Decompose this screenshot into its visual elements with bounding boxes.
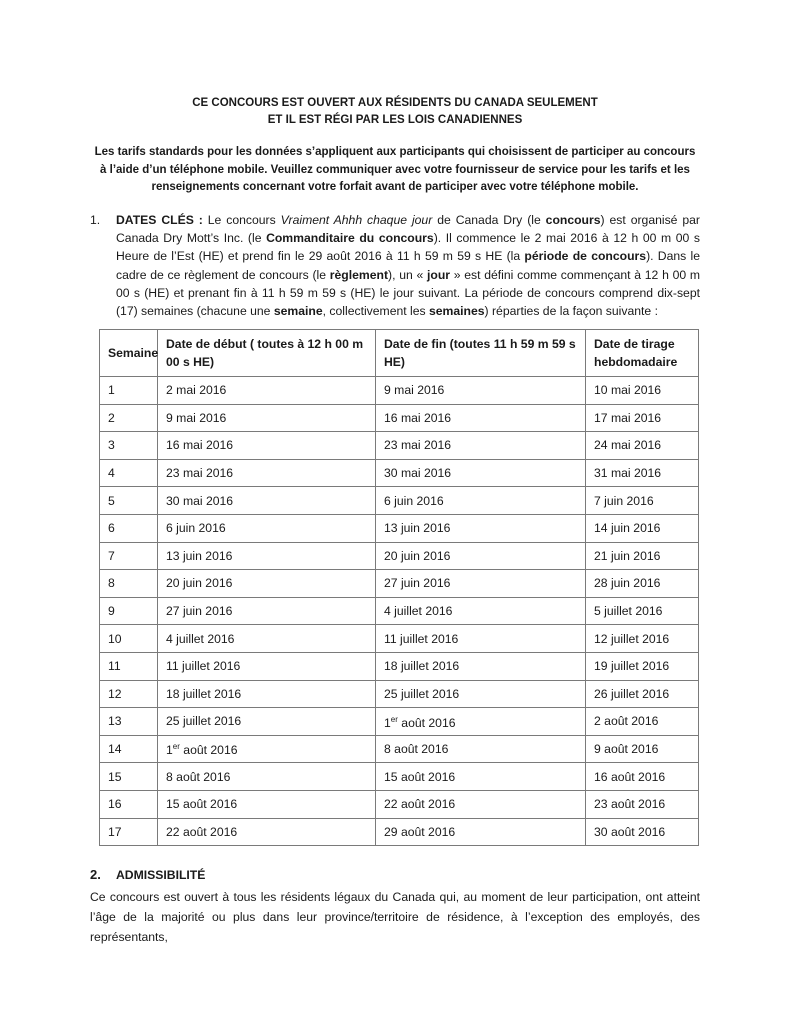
cell-end-date: 15 août 2016 [376, 763, 586, 791]
cell-week: 5 [100, 487, 158, 515]
cell-week: 3 [100, 432, 158, 460]
cell-start-date: 20 juin 2016 [158, 570, 376, 598]
cell-week: 4 [100, 459, 158, 487]
cell-start-date: 1er août 2016 [158, 735, 376, 763]
table-header-row [100, 330, 699, 377]
text-run: ) est organisé par Canada Dry Mott’s Inc. (le [116, 213, 700, 246]
cell-draw-date: 19 juillet 2016 [586, 652, 699, 680]
defined-term: Commanditaire du concours [266, 231, 434, 246]
defined-term: semaines [428, 304, 485, 319]
cell-draw-date: 2 août 2016 [586, 708, 699, 736]
cell-draw-date: 12 juillet 2016 [586, 625, 699, 653]
section-key-dates [90, 211, 700, 320]
heading-line-2: ET IL EST RÉGI PAR LES LOIS CANADIENNES [267, 114, 523, 126]
cell-draw-date: 26 juillet 2016 [586, 680, 699, 708]
cell-start-date: 23 mai 2016 [158, 459, 376, 487]
cell-draw-date: 5 juillet 2016 [586, 597, 699, 625]
table-row [100, 597, 699, 625]
cell-end-date: 8 août 2016 [376, 735, 586, 763]
cell-week: 12 [100, 680, 158, 708]
section-title: ADMISSIBILITÉ [116, 868, 206, 882]
table-row [100, 487, 699, 515]
cell-end-date: 16 mai 2016 [376, 404, 586, 432]
section-eligibility-heading [90, 867, 205, 882]
cell-draw-date: 21 juin 2016 [586, 542, 699, 570]
defined-term: semaine [273, 304, 323, 319]
cell-start-date: 30 mai 2016 [158, 487, 376, 515]
cell-end-date: 4 juillet 2016 [376, 597, 586, 625]
header-end-date: Date de fin (toutes 11 h 59 m 59 s HE) [376, 330, 586, 377]
cell-draw-date: 28 juin 2016 [586, 570, 699, 598]
section-eligibility-text: Ce concours est ouvert à tous les résidents légaux du Canada qui, au moment de leur participation, ont atteint l’âge de la majorité ou plus dans leur province/territoire de résidence, à l’exception des employés, des représentants, [90, 890, 700, 944]
header-week: Semaine [100, 330, 158, 377]
table-row [100, 652, 699, 680]
cell-start-date: 16 mai 2016 [158, 432, 376, 460]
cell-draw-date: 9 août 2016 [586, 735, 699, 763]
cell-end-date: 22 août 2016 [376, 790, 586, 818]
cell-week: 6 [100, 514, 158, 542]
cell-draw-date: 14 juin 2016 [586, 514, 699, 542]
text-run: , collectivement les [322, 304, 429, 319]
cell-end-date: 13 juin 2016 [376, 514, 586, 542]
cell-end-date: 27 juin 2016 [376, 570, 586, 598]
cell-start-date: 25 juillet 2016 [158, 708, 376, 736]
cell-week: 1 [100, 377, 158, 405]
cell-week: 13 [100, 708, 158, 736]
table-row [100, 514, 699, 542]
table-row [100, 377, 699, 405]
cell-week: 9 [100, 597, 158, 625]
cell-start-date: 9 mai 2016 [158, 404, 376, 432]
cell-week: 8 [100, 570, 158, 598]
cell-draw-date: 7 juin 2016 [586, 487, 699, 515]
cell-end-date: 20 juin 2016 [376, 542, 586, 570]
text-run: ). Il commence le 2 mai 2016 à 12 h 00 m 00 s Heure de l’Est (HE) et prend fin le 29 août 2016 à 11 h 59 m 59 s HE (la [116, 231, 700, 264]
cell-draw-date: 23 août 2016 [586, 790, 699, 818]
header-draw-date: Date de tirage hebdomadaire [586, 330, 699, 377]
cell-start-date: 22 août 2016 [158, 818, 376, 846]
section-number: 1. [90, 213, 101, 227]
text-run: de Canada Dry (le [432, 213, 546, 227]
table-row [100, 459, 699, 487]
cell-end-date: 6 juin 2016 [376, 487, 586, 515]
table-row [100, 763, 699, 791]
text-run: ) réparties de la façon suivante : [484, 304, 658, 319]
data-rates-notice: Les tarifs standards pour les données s’appliquent aux participants qui choisissent de participer au concours à l’aide d’un téléphone mobile. Veuillez communiquer avec votre fournisseur de service pour les tarifs et les renseignements concernant votre forfait avant de participer avec votre téléphone mobile. [94, 146, 696, 193]
defined-term: période de concours [524, 249, 647, 264]
cell-start-date: 2 mai 2016 [158, 377, 376, 405]
cell-draw-date: 24 mai 2016 [586, 432, 699, 460]
contest-name: Vraiment Ahhh chaque jour [280, 213, 433, 227]
section-key-dates-text [116, 211, 700, 320]
section-title: DATES CLÉS : [116, 213, 203, 227]
eligibility-heading [90, 95, 700, 129]
header-start-date: Date de début ( toutes à 12 h 00 m 00 s HE) [158, 330, 376, 377]
cell-start-date: 4 juillet 2016 [158, 625, 376, 653]
cell-start-date: 27 juin 2016 [158, 597, 376, 625]
cell-draw-date: 31 mai 2016 [586, 459, 699, 487]
cell-end-date: 9 mai 2016 [376, 377, 586, 405]
cell-week: 14 [100, 735, 158, 763]
cell-week: 11 [100, 652, 158, 680]
cell-draw-date: 16 août 2016 [586, 763, 699, 791]
cell-end-date: 30 mai 2016 [376, 459, 586, 487]
table-row [100, 790, 699, 818]
table-row [100, 680, 699, 708]
cell-end-date: 29 août 2016 [376, 818, 586, 846]
cell-end-date: 11 juillet 2016 [376, 625, 586, 653]
text-run: ). Dans le cadre de ce règlement de concours (le [116, 249, 701, 282]
cell-week: 17 [100, 818, 158, 846]
table-row [100, 542, 699, 570]
defined-term: règlement [329, 267, 389, 282]
text-run: ), un « [388, 267, 427, 282]
table-row [100, 708, 699, 736]
cell-start-date: 13 juin 2016 [158, 542, 376, 570]
cell-week: 16 [100, 790, 158, 818]
defined-term: jour [426, 267, 451, 282]
text-run: » est défini comme commençant à 12 h 00 m 00 s (HE) et prenant fin à 11 h 59 m 59 s (HE) le jour suivant. La période de concours comprend dix-sept (17) semaines (chacune une [116, 267, 701, 319]
cell-draw-date: 10 mai 2016 [586, 377, 699, 405]
cell-draw-date: 30 août 2016 [586, 818, 699, 846]
defined-term: concours [545, 213, 601, 227]
section-number: 2. [90, 867, 101, 882]
cell-end-date: 18 juillet 2016 [376, 652, 586, 680]
table-row [100, 625, 699, 653]
cell-end-date: 1er août 2016 [376, 708, 586, 736]
cell-week: 15 [100, 763, 158, 791]
table-row [100, 404, 699, 432]
cell-start-date: 8 août 2016 [158, 763, 376, 791]
cell-start-date: 6 juin 2016 [158, 514, 376, 542]
heading-line-1: CE CONCOURS EST OUVERT AUX RÉSIDENTS DU CANADA SEULEMENT [192, 97, 598, 109]
table-row [100, 570, 699, 598]
cell-week: 2 [100, 404, 158, 432]
table-row [100, 735, 699, 763]
table-row [100, 818, 699, 846]
weeks-table [99, 329, 699, 846]
cell-end-date: 25 juillet 2016 [376, 680, 586, 708]
cell-week: 10 [100, 625, 158, 653]
cell-week: 7 [100, 542, 158, 570]
text-run: Le concours [202, 213, 281, 227]
cell-start-date: 15 août 2016 [158, 790, 376, 818]
cell-start-date: 18 juillet 2016 [158, 680, 376, 708]
cell-draw-date: 17 mai 2016 [586, 404, 699, 432]
cell-end-date: 23 mai 2016 [376, 432, 586, 460]
cell-start-date: 11 juillet 2016 [158, 652, 376, 680]
table-row [100, 432, 699, 460]
